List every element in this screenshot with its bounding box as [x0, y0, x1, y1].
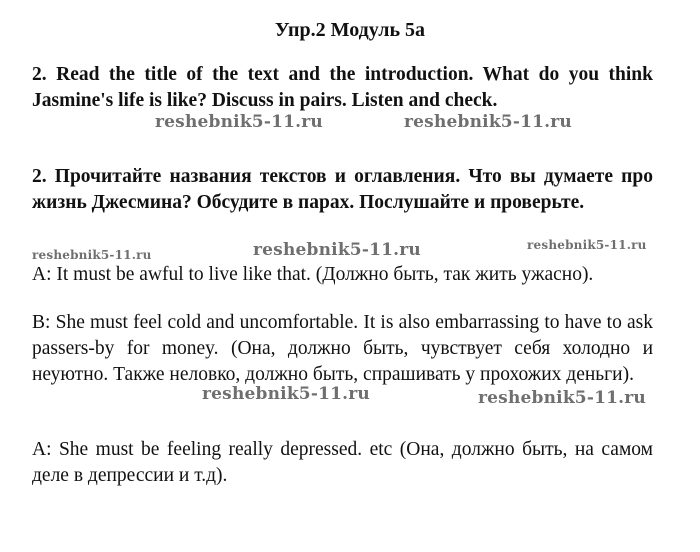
- watermark: reshebnik5-11.ru: [155, 112, 323, 132]
- watermark: reshebnik5-11.ru: [32, 248, 152, 262]
- task-instruction-english: 2. Read the title of the text and the introduction. What do you think Jasmine's life is like? Discuss in pairs. Listen and check.: [32, 64, 653, 111]
- task-instruction-russian: 2. Прочитайте названия текстов и оглавления. Что вы думаете про жизнь Джесмина? Обсудите в парах. Послушайте и проверьте.: [32, 166, 653, 213]
- watermark: reshebnik5-11.ru: [202, 384, 370, 404]
- page-title: Упр.2 Модуль 5а: [274, 19, 426, 41]
- watermark: reshebnik5-11.ru: [478, 388, 646, 408]
- answer-paragraph-2: B: She must feel cold and uncomfortable. It is also embarrassing to have to ask passers-by for money. (Она, должно быть, чувствует себя холодно и неуютно. Также неловко, должно быть, спрашивать у прохожих деньги).: [32, 312, 653, 385]
- answer-paragraph-1: A: It must be awful to live like that. (Должно быть, так жить ужасно).: [32, 264, 594, 285]
- watermark: reshebnik5-11.ru: [404, 112, 572, 132]
- answer-paragraph-3: A: She must be feeling really depressed. etc (Она, должно быть, на самом деле в депрессии и т.д).: [32, 439, 653, 486]
- watermark: reshebnik5-11.ru: [527, 238, 647, 252]
- watermark: reshebnik5-11.ru: [253, 240, 421, 260]
